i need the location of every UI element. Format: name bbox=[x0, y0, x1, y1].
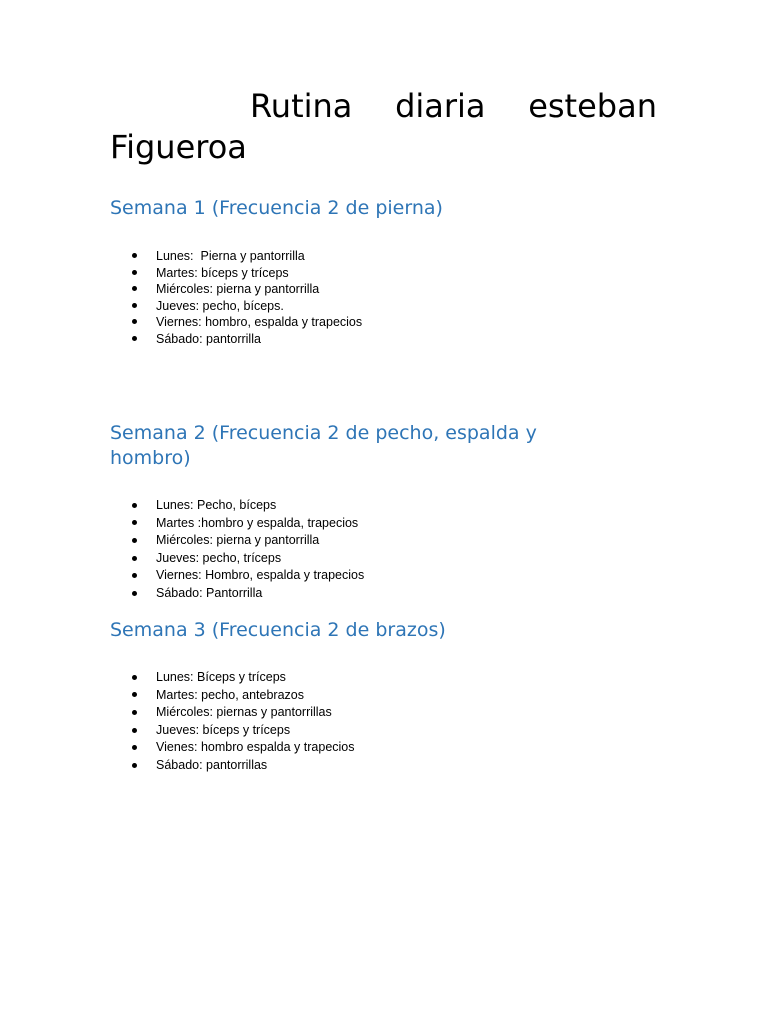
list-item: Lunes: Pecho, bíceps bbox=[132, 497, 364, 515]
week-2-list bbox=[132, 497, 364, 603]
section-heading-week-1: Semana 1 (Frecuencia 2 de pierna) bbox=[110, 197, 443, 219]
list-item: Martes: bíceps y tríceps bbox=[132, 265, 362, 282]
list-item: Martes :hombro y espalda, trapecios bbox=[132, 515, 364, 533]
list-item: Jueves: pecho, tríceps bbox=[132, 550, 364, 568]
list-item: Viernes: hombro, espalda y trapecios bbox=[132, 314, 362, 331]
document-title bbox=[110, 86, 657, 168]
section-heading-week-3: Semana 3 (Frecuencia 2 de brazos) bbox=[110, 619, 446, 641]
list-item: Sábado: pantorrilla bbox=[132, 331, 362, 348]
title-word: Rutina bbox=[250, 87, 353, 125]
list-item: Sábado: Pantorrilla bbox=[132, 585, 364, 603]
title-word: esteban bbox=[528, 87, 657, 125]
list-item: Viernes: Hombro, espalda y trapecios bbox=[132, 567, 364, 585]
list-item: Lunes: Bíceps y tríceps bbox=[132, 669, 355, 687]
title-word: diaria bbox=[395, 87, 486, 125]
list-item: Sábado: pantorrillas bbox=[132, 757, 355, 775]
list-item: Lunes: Pierna y pantorrilla bbox=[132, 248, 362, 265]
list-item: Martes: pecho, antebrazos bbox=[132, 687, 355, 705]
title-word: Figueroa bbox=[110, 128, 247, 166]
list-item: Miércoles: pierna y pantorrilla bbox=[132, 532, 364, 550]
list-item: Jueves: pecho, bíceps. bbox=[132, 298, 362, 315]
list-item: Miércoles: piernas y pantorrillas bbox=[132, 704, 355, 722]
list-item: Vienes: hombro espalda y trapecios bbox=[132, 739, 355, 757]
week-3-list bbox=[132, 669, 355, 775]
list-item: Miércoles: pierna y pantorrilla bbox=[132, 281, 362, 298]
section-heading-week-2: Semana 2 (Frecuencia 2 de pecho, espalda y hombro) bbox=[110, 422, 537, 469]
week-1-list bbox=[132, 248, 362, 347]
list-item: Jueves: bíceps y tríceps bbox=[132, 722, 355, 740]
